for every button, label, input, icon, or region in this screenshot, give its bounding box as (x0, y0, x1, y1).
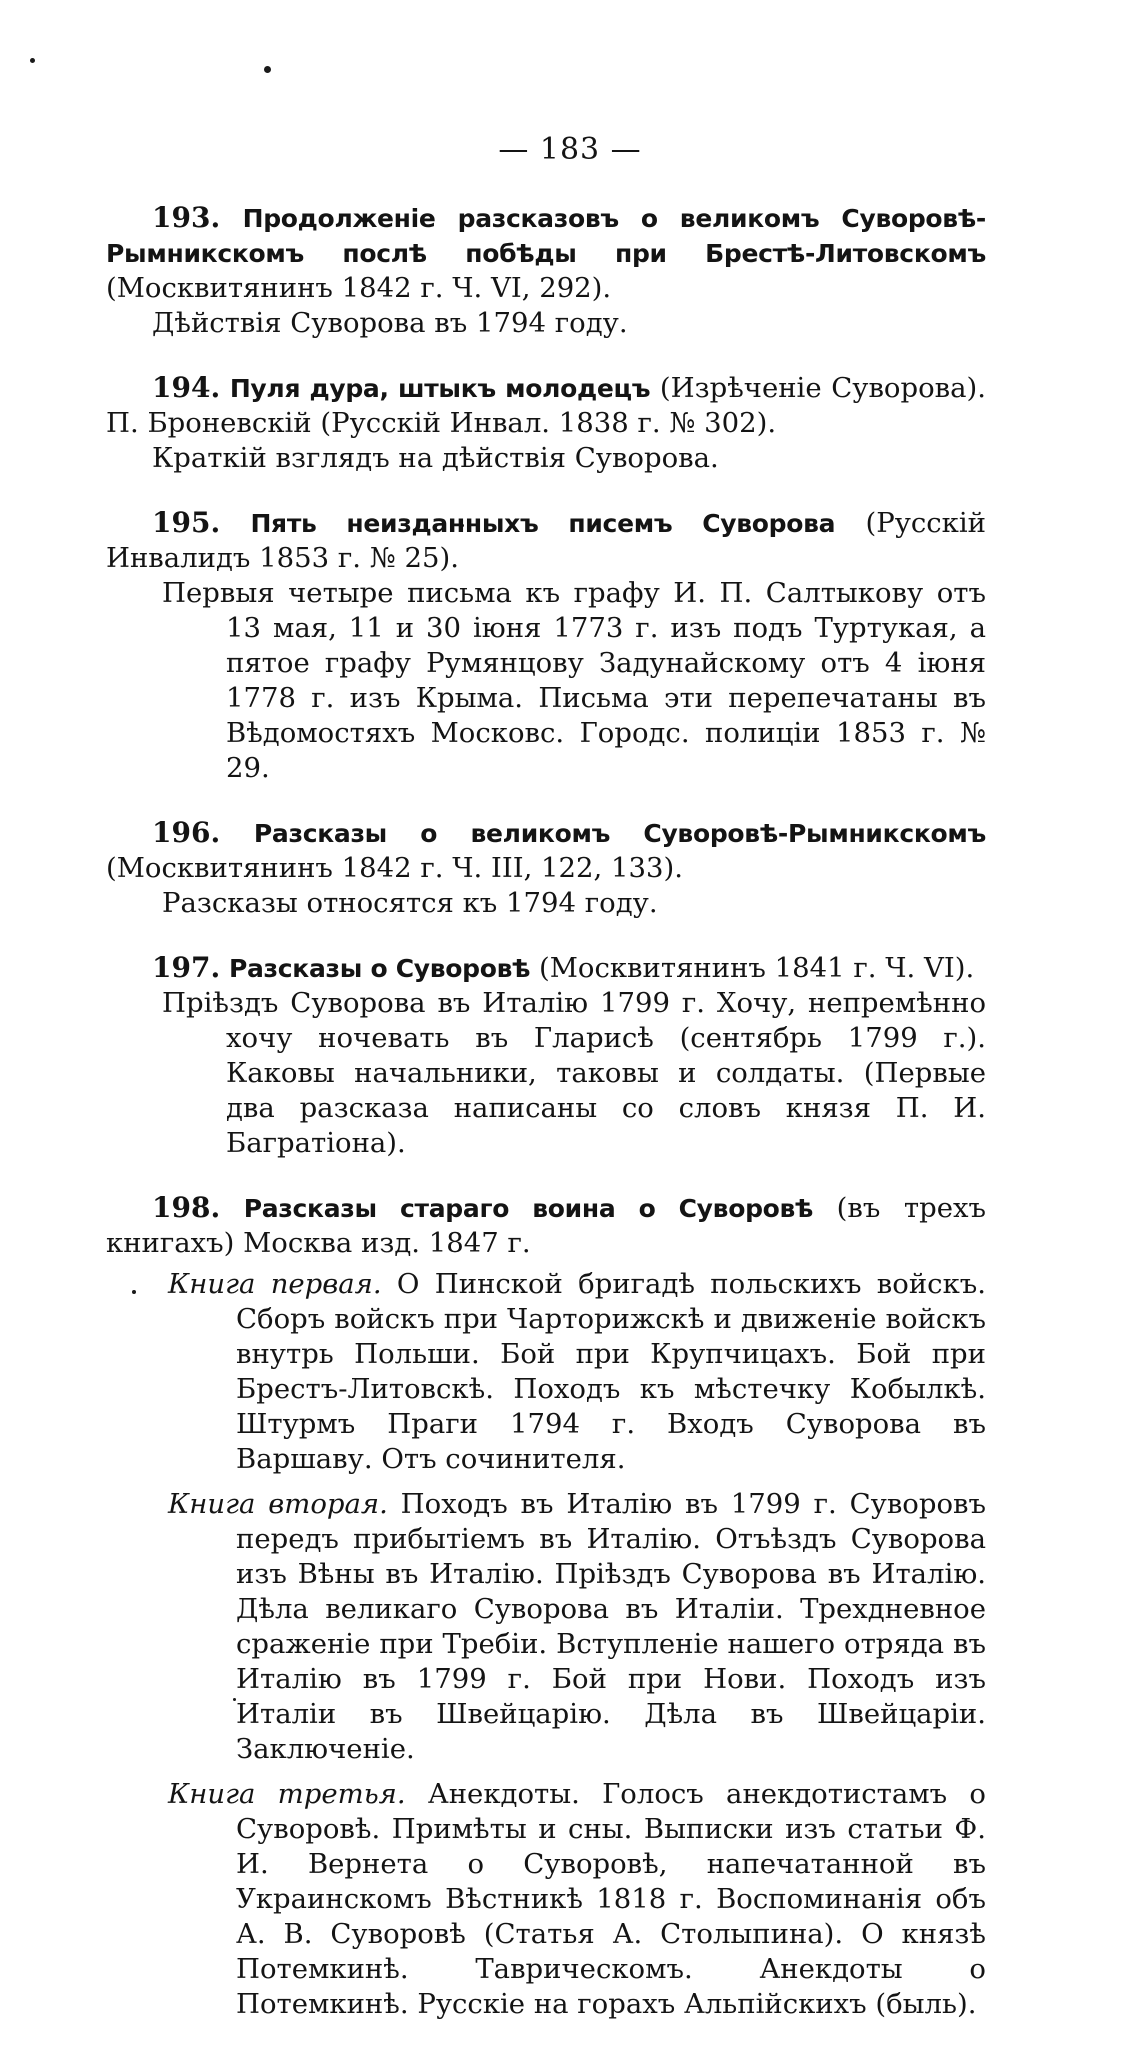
entry-number: 195. (152, 506, 221, 539)
entry-number: 198. (152, 1191, 221, 1224)
entry-194 (106, 370, 986, 476)
entry-heading (106, 815, 986, 886)
book-contents: Походъ въ Италію въ 1799 г. Суворовъ передъ прибытіемъ въ Италію. Отъѣздъ Суворова изъ Вѣны въ Италію. Пріѣздъ Суворова въ Италію. Дѣла великаго Суворова въ Италіи. Трехдневное сраженіе при Требіи. Вступленіе нашего отряда въ Италію въ 1799 г. Бой при Нови. Походъ изъ Италіи въ Швейцарію. Дѣла въ Швейцаріи. Заключеніе. (236, 1488, 986, 1765)
entry-title: Продолженіе разсказовъ о великомъ Суворовѣ-Рымникскомъ послѣ побѣды при Брестѣ-Литовскомъ (106, 204, 986, 268)
book-part-second (106, 1487, 986, 1767)
entry-195 (106, 505, 986, 786)
entry-197 (106, 950, 986, 1161)
entry-heading (106, 950, 986, 986)
entry-source: (Изрѣченіе Суворова). П. Броневскій (Русскій Инвал. 1838 г. № 302). (106, 372, 986, 439)
entry-196 (106, 815, 986, 921)
entry-title: Пять неизданныхъ писемъ Суворова (250, 509, 836, 538)
entry-heading (106, 200, 986, 306)
book-part-third (106, 1777, 986, 2022)
book-part-first (106, 1267, 986, 1477)
entry-number: 193. (152, 201, 221, 234)
entry-heading (106, 370, 986, 441)
entry-source: (Русскій Инвалидъ 1853 г. № 25). (106, 507, 986, 574)
book-label: Книга третья. (168, 1778, 406, 1810)
entry-number: 194. (152, 371, 221, 404)
entry-number: 196. (152, 816, 221, 849)
page-number: — 183 — (498, 132, 642, 167)
entry-source: (Москвитянинъ 1842 г. Ч. III, 122, 133). (106, 852, 683, 884)
ink-speck (264, 66, 271, 73)
entry-description: Краткій взглядъ на дѣйствія Суворова. (152, 442, 719, 474)
book-contents: О Пинской бригадѣ польскихъ войскъ. Сборъ войскъ при Чарторижскѣ и движеніе войскъ внутрь Польши. Бой при Крупчицахъ. Бой при Брестъ-Литовскѣ. Походъ къ мѣстечку Кобылкѣ. Штурмъ Праги 1794 г. Входъ Суворова въ Варшаву. Отъ сочинителя. (236, 1268, 986, 1475)
entry-description: Дѣйствія Суворова въ 1794 году. (152, 307, 628, 339)
entry-source: (Москвитянинъ 1841 г. Ч. VI). (530, 952, 975, 984)
ink-speck (30, 58, 35, 63)
entry-title: Пуля дура, штыкъ молодецъ (229, 374, 651, 403)
entry-source: (въ трехъ книгахъ) Москва изд. 1847 г. (106, 1192, 986, 1259)
entry-source: (Москвитянинъ 1842 г. Ч. VI, 292). (106, 272, 612, 304)
book-contents: Анекдоты. Голосъ анекдотистамъ о Суворовѣ. Примѣты и сны. Выписки изъ статьи Ф. И. Вернета о Суворовѣ, напечатанной въ Украинскомъ Вѣстникѣ 1818 г. Воспоминанія объ А. В. Суворовѣ (Статья А. Столыпина). О князѣ Потемкинѣ. Таврическомъ. Анекдоты о Потемкинѣ. Русскіе на горахъ Альпійскихъ (быль). (236, 1778, 986, 2020)
entry-title: Разсказы стараго воина о Суворовѣ (243, 1194, 814, 1223)
entry-title: Разсказы о великомъ Суворовѣ-Рымникскомъ (253, 819, 987, 848)
entry-description: Первыя четыре письма къ графу И. П. Салтыкову отъ 13 мая, 11 и 30 іюня 1773 г. изъ подъ Туртукая, а пятое графу Румянцову Задунайскому отъ 4 іюня 1778 г. изъ Крыма. Письма эти перепечатаны въ Вѣдомостяхъ Московс. Городс. полиціи 1853 г. № 29. (162, 577, 986, 784)
book-label: Книга вторая. (168, 1488, 388, 1520)
bibliography-list (106, 200, 986, 2051)
entry-title: Разсказы о Суворовѣ (228, 954, 531, 983)
entry-number: 197. (152, 951, 221, 984)
entry-198 (106, 1190, 986, 2022)
entry-description: Разсказы относятся къ 1794 году. (162, 887, 658, 919)
entry-193 (106, 200, 986, 341)
entry-heading (106, 505, 986, 576)
book-label: Книга первая. (168, 1268, 382, 1300)
entry-heading (106, 1190, 986, 1261)
entry-description: Пріѣздъ Суворова въ Италію 1799 г. Хочу, непремѣнно хочу ночевать въ Гларисѣ (сентябрь 1799 г.). Каковы начальники, таковы и солдаты. (Первые два разсказа написаны со словъ князя П. И. Багратіона). (162, 987, 986, 1159)
